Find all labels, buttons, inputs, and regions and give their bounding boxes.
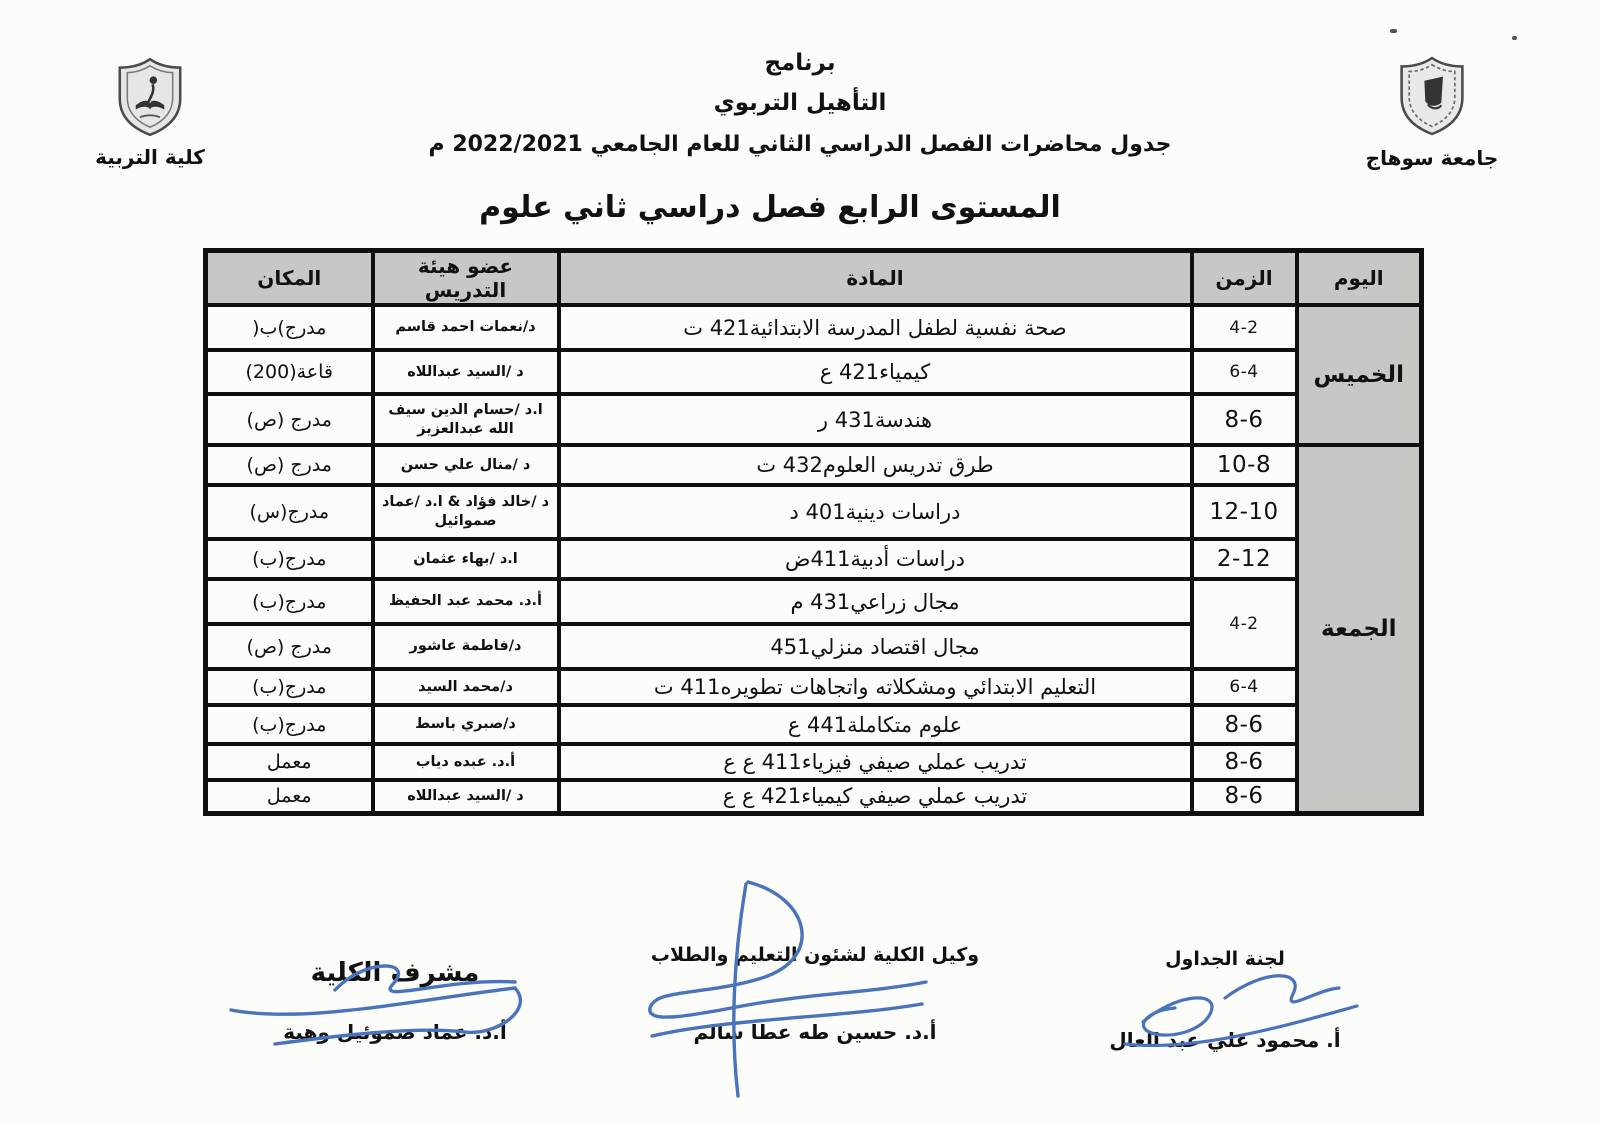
scan-speck [1512, 36, 1517, 40]
instructor-cell: د /السيد عبداللاه [373, 350, 559, 394]
faculty-shield-icon [112, 55, 188, 139]
time-cell: 10-8 [1192, 445, 1297, 485]
instructor-cell: ا.د /بهاء عثمان [373, 539, 559, 579]
table-row [206, 539, 1422, 579]
place-cell: معمل [206, 744, 373, 780]
subject-cell: هندسة431 ر [559, 394, 1192, 445]
instructor-cell: د/فاطمة عاشور [373, 624, 559, 669]
table-row [206, 485, 1422, 539]
time-cell: 8-6 [1192, 705, 1297, 744]
signature-name: أ.د. عماد صموئيل وهبة [283, 1020, 507, 1044]
table-row [206, 780, 1422, 813]
time-cell: 6-4 [1192, 669, 1297, 705]
subject-cell: تدريب عملي صيفي كيمياء421 ع ع [559, 780, 1192, 813]
table-row [206, 394, 1422, 445]
table-header-row [206, 251, 1422, 306]
signature-title: وكيل الكلية لشئون التعليم والطلاب [650, 944, 980, 966]
day-friday: الجمعة [1297, 445, 1422, 813]
document-header [400, 50, 1200, 157]
place-cell: مدرج)ب( [206, 305, 373, 350]
schedule-heading: جدول محاضرات الفصل الدراسي الثاني للعام الجامعي 2022/2021 م [428, 132, 1172, 157]
instructor-cell: د /خالد فؤاد & ا.د /عماد صموائيل [373, 485, 559, 539]
col-header-subject: المادة [559, 251, 1192, 306]
place-cell: مدرج (ص) [206, 394, 373, 445]
instructor-cell: د/محمد السيد [373, 669, 559, 705]
place-cell: مدرج(ب) [206, 579, 373, 624]
table-row [206, 579, 1422, 624]
time-cell: 2-12 [1192, 539, 1297, 579]
table-row [206, 744, 1422, 780]
time-cell: 8-6 [1192, 744, 1297, 780]
scan-speck [1390, 29, 1397, 33]
program-word: برنامج [764, 50, 836, 76]
subject-cell: مجال زراعي431 م [559, 579, 1192, 624]
time-cell: 6-4 [1192, 350, 1297, 394]
table-row [206, 445, 1422, 485]
table-row [206, 705, 1422, 744]
place-cell: مدرج(ب) [206, 705, 373, 744]
signature-name: أ. محمود علي عبد العال [1109, 1028, 1341, 1052]
time-cell: 4-2 [1192, 579, 1297, 669]
subject-cell: مجال اقتصاد منزلي451 [559, 624, 1192, 669]
day-thursday: الخميس [1297, 305, 1422, 445]
instructor-cell: د /السيد عبداللاه [373, 780, 559, 813]
schedule-table [203, 248, 1424, 816]
subject-cell: علوم متكاملة441 ع [559, 705, 1192, 744]
faculty-name: كلية التربية [95, 145, 205, 169]
place-cell: مدرج (ص) [206, 445, 373, 485]
place-cell: قاعة(200) [206, 350, 373, 394]
instructor-cell: أ.د. محمد عبد الحفيظ [373, 579, 559, 624]
instructor-cell: د/صبري باسط [373, 705, 559, 744]
subject-cell: دراسات أدبية411ض [559, 539, 1192, 579]
subject-cell: دراسات دينية401 د [559, 485, 1192, 539]
subject-cell: طرق تدريس العلوم432 ت [559, 445, 1192, 485]
signature-name: أ.د. حسين طه عطا سالم [693, 1020, 937, 1044]
time-cell: 8-6 [1192, 780, 1297, 813]
instructor-cell: ا.د /حسام الدين سيف الله عبدالعزيز [373, 394, 559, 445]
subject-cell: التعليم الابتدائي ومشكلاته واتجاهات تطويره411 ت [559, 669, 1192, 705]
table-row [206, 669, 1422, 705]
subject-cell: تدريب عملي صيفي فيزياء411 ع ع [559, 744, 1192, 780]
col-header-place: المكان [206, 251, 373, 306]
university-shield-icon [1394, 52, 1470, 140]
faculty-logo-block [70, 55, 230, 169]
col-header-time: الزمن [1192, 251, 1297, 306]
place-cell: معمل [206, 780, 373, 813]
place-cell: مدرج(س) [206, 485, 373, 539]
subject-cell: كيمياء421 ع [559, 350, 1192, 394]
signature-title: لجنة الجداول [1165, 948, 1285, 970]
subject-cell: صحة نفسية لطفل المدرسة الابتدائية421 ت [559, 305, 1192, 350]
table-row [206, 350, 1422, 394]
signature-title: مشرف الكلية [310, 958, 480, 988]
page-title: المستوى الرابع فصل دراسي ثاني علوم [479, 190, 1061, 225]
instructor-cell: د /منال علي حسن [373, 445, 559, 485]
university-logo-block [1352, 52, 1512, 170]
time-cell: 4-2 [1192, 305, 1297, 350]
place-cell: مدرج(ب) [206, 539, 373, 579]
signature-block-schedules-committee [1085, 948, 1365, 1052]
instructor-cell: أ.د. عبده دياب [373, 744, 559, 780]
signature-block-vice-dean [650, 944, 980, 1044]
instructor-cell: د/نعمات احمد قاسم [373, 305, 559, 350]
signature-block-college-supervisor [245, 958, 545, 1044]
place-cell: مدرج(ب) [206, 669, 373, 705]
time-cell: 8-6 [1192, 394, 1297, 445]
program-name: التأهيل التربوي [713, 90, 887, 116]
place-cell: مدرج (ص) [206, 624, 373, 669]
col-header-instructor: عضو هيئة التدريس [373, 251, 559, 306]
col-header-day: اليوم [1297, 251, 1422, 306]
table-row [206, 305, 1422, 350]
university-name: جامعة سوهاج [1365, 146, 1499, 170]
time-cell: 12-10 [1192, 485, 1297, 539]
